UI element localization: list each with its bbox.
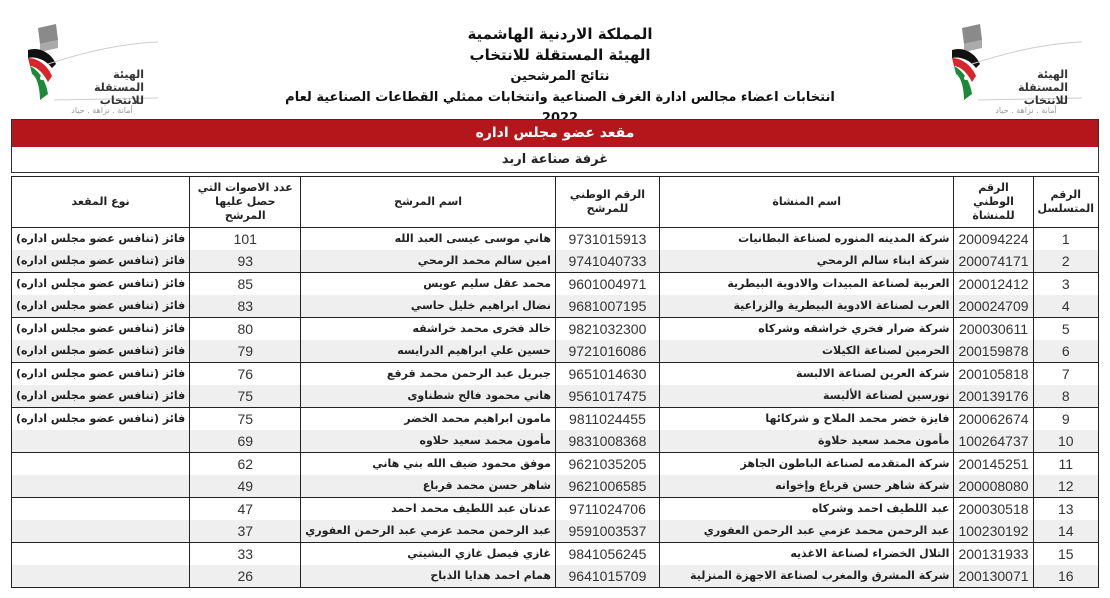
table-row: [12, 318, 1099, 341]
document-header: [0, 0, 1110, 120]
facility-name-cell: التلال الخضراء لصناعة الاغذيه: [659, 543, 953, 566]
serial-cell: 16: [1033, 565, 1098, 588]
facility-id-cell: 200062674: [954, 408, 1033, 431]
candidate-name-cell: امين سالم محمد الرمحي: [301, 250, 556, 273]
candidate-name-cell: نضال ابراهيم خليل حاسي: [301, 295, 556, 318]
header-facility-id: الرقم الوطني للمنشاة: [954, 177, 1033, 228]
facility-id-cell: 200094224: [954, 228, 1033, 251]
facility-name-cell: عبد اللطيف احمد وشركاه: [659, 498, 953, 521]
candidate-id-cell: 9641015709: [555, 565, 659, 588]
candidate-id-cell: 9681007195: [555, 295, 659, 318]
header-candidate-name: اسم المرشح: [301, 177, 556, 228]
facility-id-cell: 100230192: [954, 520, 1033, 543]
facility-id-cell: 200131933: [954, 543, 1033, 566]
results-table: [11, 176, 1099, 588]
facility-name-cell: عبد الرحمن محمد عزمي عبد الرحمن العفوري: [659, 520, 953, 543]
table-row: [12, 228, 1099, 251]
facility-id-cell: 200008080: [954, 475, 1033, 498]
serial-cell: 2: [1033, 250, 1098, 273]
table-row: [12, 250, 1099, 273]
candidate-name-cell: هاني محمود فالح شطناوى: [301, 385, 556, 408]
seat-type-cell: فائز (تنافس عضو مجلس اداره): [12, 385, 190, 408]
votes-cell: 83: [190, 295, 301, 318]
facility-name-cell: شركة المدينه المنوره لصناعة البطانيات: [659, 228, 953, 251]
votes-cell: 33: [190, 543, 301, 566]
votes-cell: 69: [190, 430, 301, 453]
table-row: [12, 498, 1099, 521]
candidate-id-cell: 9621035205: [555, 453, 659, 476]
iec-logo-left: [18, 24, 168, 120]
facility-name-cell: نورسين لصناعة الألبسة: [659, 385, 953, 408]
logo-motto: أمانة . نزاهة . حياد: [995, 106, 1057, 115]
votes-cell: 37: [190, 520, 301, 543]
serial-cell: 1: [1033, 228, 1098, 251]
seat-type-cell: فائز (تنافس عضو مجلس اداره): [12, 273, 190, 296]
facility-id-cell: 200130071: [954, 565, 1033, 588]
serial-cell: 11: [1033, 453, 1098, 476]
facility-id-cell: 200030518: [954, 498, 1033, 521]
commission-title: الهيئة المستقلة للانتخاب: [469, 46, 651, 64]
candidate-id-cell: 9651014630: [555, 363, 659, 386]
logo-name: الهيئة المستقلة للانتخاب: [1017, 68, 1068, 107]
votes-cell: 76: [190, 363, 301, 386]
results-title: نتائج المرشحين: [510, 69, 610, 84]
facility-name-cell: شركة ضرار فخري خراشقه وشركاه: [659, 318, 953, 341]
votes-cell: 75: [190, 385, 301, 408]
seat-type-cell: فائز (تنافس عضو مجلس اداره): [12, 295, 190, 318]
serial-cell: 3: [1033, 273, 1098, 296]
header-seat-type: نوع المقعد: [12, 177, 190, 228]
seat-type-cell: فائز (تنافس عضو مجلس اداره): [12, 408, 190, 431]
candidate-id-cell: 9721016086: [555, 340, 659, 363]
votes-cell: 26: [190, 565, 301, 588]
candidate-id-cell: 9741040733: [555, 250, 659, 273]
votes-cell: 62: [190, 453, 301, 476]
facility-name-cell: شركة المتقدمه لصناعة الباطون الجاهز: [659, 453, 953, 476]
candidate-name-cell: مأمون محمد سعيد حلاوه: [301, 430, 556, 453]
serial-cell: 10: [1033, 430, 1098, 453]
table-row: [12, 385, 1099, 408]
table-row: [12, 475, 1099, 498]
header-titles: [280, 24, 840, 129]
candidate-name-cell: شاهر حسن محمد قرباع: [301, 475, 556, 498]
votes-cell: 75: [190, 408, 301, 431]
header-facility-name: اسم المنشاة: [659, 177, 953, 228]
seat-type-cell: فائز (تنافس عضو مجلس اداره): [12, 228, 190, 251]
candidate-id-cell: 9831008368: [555, 430, 659, 453]
candidate-id-cell: 9591003537: [555, 520, 659, 543]
facility-name-cell: شركة المشرق والمغرب لصناعة الاجهزة المنزلية: [659, 565, 953, 588]
candidate-name-cell: مامون ابراهيم محمد الخضر: [301, 408, 556, 431]
candidate-name-cell: محمد عقل سليم عويس: [301, 273, 556, 296]
election-title: انتخابات اعضاء مجالس ادارة الغرف الصناعية وانتخابات ممثلي القطاعات الصناعية لعام: [285, 90, 835, 105]
facility-name-cell: شركة العرين لصناعة الالبسة: [659, 363, 953, 386]
facility-id-cell: 200139176: [954, 385, 1033, 408]
seat-type-cell: [12, 430, 190, 453]
candidate-id-cell: 9621006585: [555, 475, 659, 498]
facility-id-cell: 200012412: [954, 273, 1033, 296]
table-row: [12, 453, 1099, 476]
candidate-id-cell: 9811024455: [555, 408, 659, 431]
candidate-name-cell: غازي فيصل غازي البشيتي: [301, 543, 556, 566]
facility-name-cell: مأمون محمد سعيد حلاوة: [659, 430, 953, 453]
iec-logo-right: [942, 24, 1092, 120]
seat-banner: مقعد عضو مجلس اداره: [11, 119, 1099, 148]
votes-cell: 79: [190, 340, 301, 363]
facility-name-cell: شركة ابناء سالم الرمحي: [659, 250, 953, 273]
seat-type-cell: فائز (تنافس عضو مجلس اداره): [12, 318, 190, 341]
candidate-name-cell: هاني موسى عيسى العبد الله: [301, 228, 556, 251]
candidate-id-cell: 9821032300: [555, 318, 659, 341]
logo-motto: أمانة . نزاهة . حياد: [71, 106, 133, 115]
seat-type-cell: [12, 475, 190, 498]
votes-cell: 49: [190, 475, 301, 498]
facility-name-cell: العربية لصناعة المبيدات والادوية البيطرية: [659, 273, 953, 296]
candidate-id-cell: 9711024706: [555, 498, 659, 521]
facility-name-cell: فايزة خضر محمد الملاح و شركائها: [659, 408, 953, 431]
table-row: [12, 340, 1099, 363]
facility-id-cell: 200105818: [954, 363, 1033, 386]
seat-type-cell: [12, 565, 190, 588]
serial-cell: 4: [1033, 295, 1098, 318]
table-row: [12, 408, 1099, 431]
facility-id-cell: 200159878: [954, 340, 1033, 363]
table-row: [12, 565, 1099, 588]
seat-type-cell: فائز (تنافس عضو مجلس اداره): [12, 250, 190, 273]
facility-name-cell: الحرمين لصناعة الكيلات: [659, 340, 953, 363]
facility-id-cell: 200145251: [954, 453, 1033, 476]
header-serial: الرقم المتسلسل: [1033, 177, 1098, 228]
facility-name-cell: شركة شاهر حسن قرباع وإخوانه: [659, 475, 953, 498]
serial-cell: 12: [1033, 475, 1098, 498]
table-header-row: [12, 177, 1099, 228]
table-row: [12, 295, 1099, 318]
table-row: [12, 273, 1099, 296]
serial-cell: 14: [1033, 520, 1098, 543]
seat-type-cell: [12, 543, 190, 566]
serial-cell: 9: [1033, 408, 1098, 431]
table-row: [12, 520, 1099, 543]
candidate-name-cell: عدنان عبد اللطيف محمد احمد: [301, 498, 556, 521]
seat-type-cell: [12, 520, 190, 543]
serial-cell: 6: [1033, 340, 1098, 363]
candidate-name-cell: عبد الرحمن محمد عزمي عبد الرحمن العفوري: [301, 520, 556, 543]
facility-id-cell: 200024709: [954, 295, 1033, 318]
facility-id-cell: 200074171: [954, 250, 1033, 273]
candidate-id-cell: 9561017475: [555, 385, 659, 408]
votes-cell: 80: [190, 318, 301, 341]
candidate-id-cell: 9601004971: [555, 273, 659, 296]
table-row: [12, 430, 1099, 453]
votes-cell: 101: [190, 228, 301, 251]
seat-type-cell: فائز (تنافس عضو مجلس اداره): [12, 340, 190, 363]
serial-cell: 5: [1033, 318, 1098, 341]
facility-id-cell: 100264737: [954, 430, 1033, 453]
chamber-name: غرفة صناعة اربد: [11, 147, 1099, 173]
table-row: [12, 543, 1099, 566]
serial-cell: 8: [1033, 385, 1098, 408]
candidate-id-cell: 9841056245: [555, 543, 659, 566]
candidate-name-cell: موفق محمود ضيف الله بني هاني: [301, 453, 556, 476]
kingdom-title: المملكة الاردنية الهاشمية: [467, 25, 653, 43]
seat-type-cell: فائز (تنافس عضو مجلس اداره): [12, 363, 190, 386]
candidate-id-cell: 9731015913: [555, 228, 659, 251]
seat-type-cell: [12, 498, 190, 521]
serial-cell: 13: [1033, 498, 1098, 521]
header-candidate-id: الرقم الوطني للمرشح: [555, 177, 659, 228]
votes-cell: 47: [190, 498, 301, 521]
votes-cell: 85: [190, 273, 301, 296]
candidate-name-cell: خالد فخرى محمد خراشقه: [301, 318, 556, 341]
candidate-name-cell: جبريل عبد الرحمن محمد قرقع: [301, 363, 556, 386]
logo-name: الهيئة المستقلة للانتخاب: [93, 68, 144, 107]
serial-cell: 7: [1033, 363, 1098, 386]
seat-type-cell: [12, 453, 190, 476]
facility-name-cell: العرب لصناعة الادوية البيطرية والزراعية: [659, 295, 953, 318]
serial-cell: 15: [1033, 543, 1098, 566]
facility-id-cell: 200030611: [954, 318, 1033, 341]
candidate-name-cell: همام احمد هدايا الذباح: [301, 565, 556, 588]
header-votes: عدد الاصوات التي حصل عليها المرشح: [190, 177, 301, 228]
candidate-name-cell: حسين علي ابراهيم الدرايسه: [301, 340, 556, 363]
votes-cell: 93: [190, 250, 301, 273]
table-row: [12, 363, 1099, 386]
